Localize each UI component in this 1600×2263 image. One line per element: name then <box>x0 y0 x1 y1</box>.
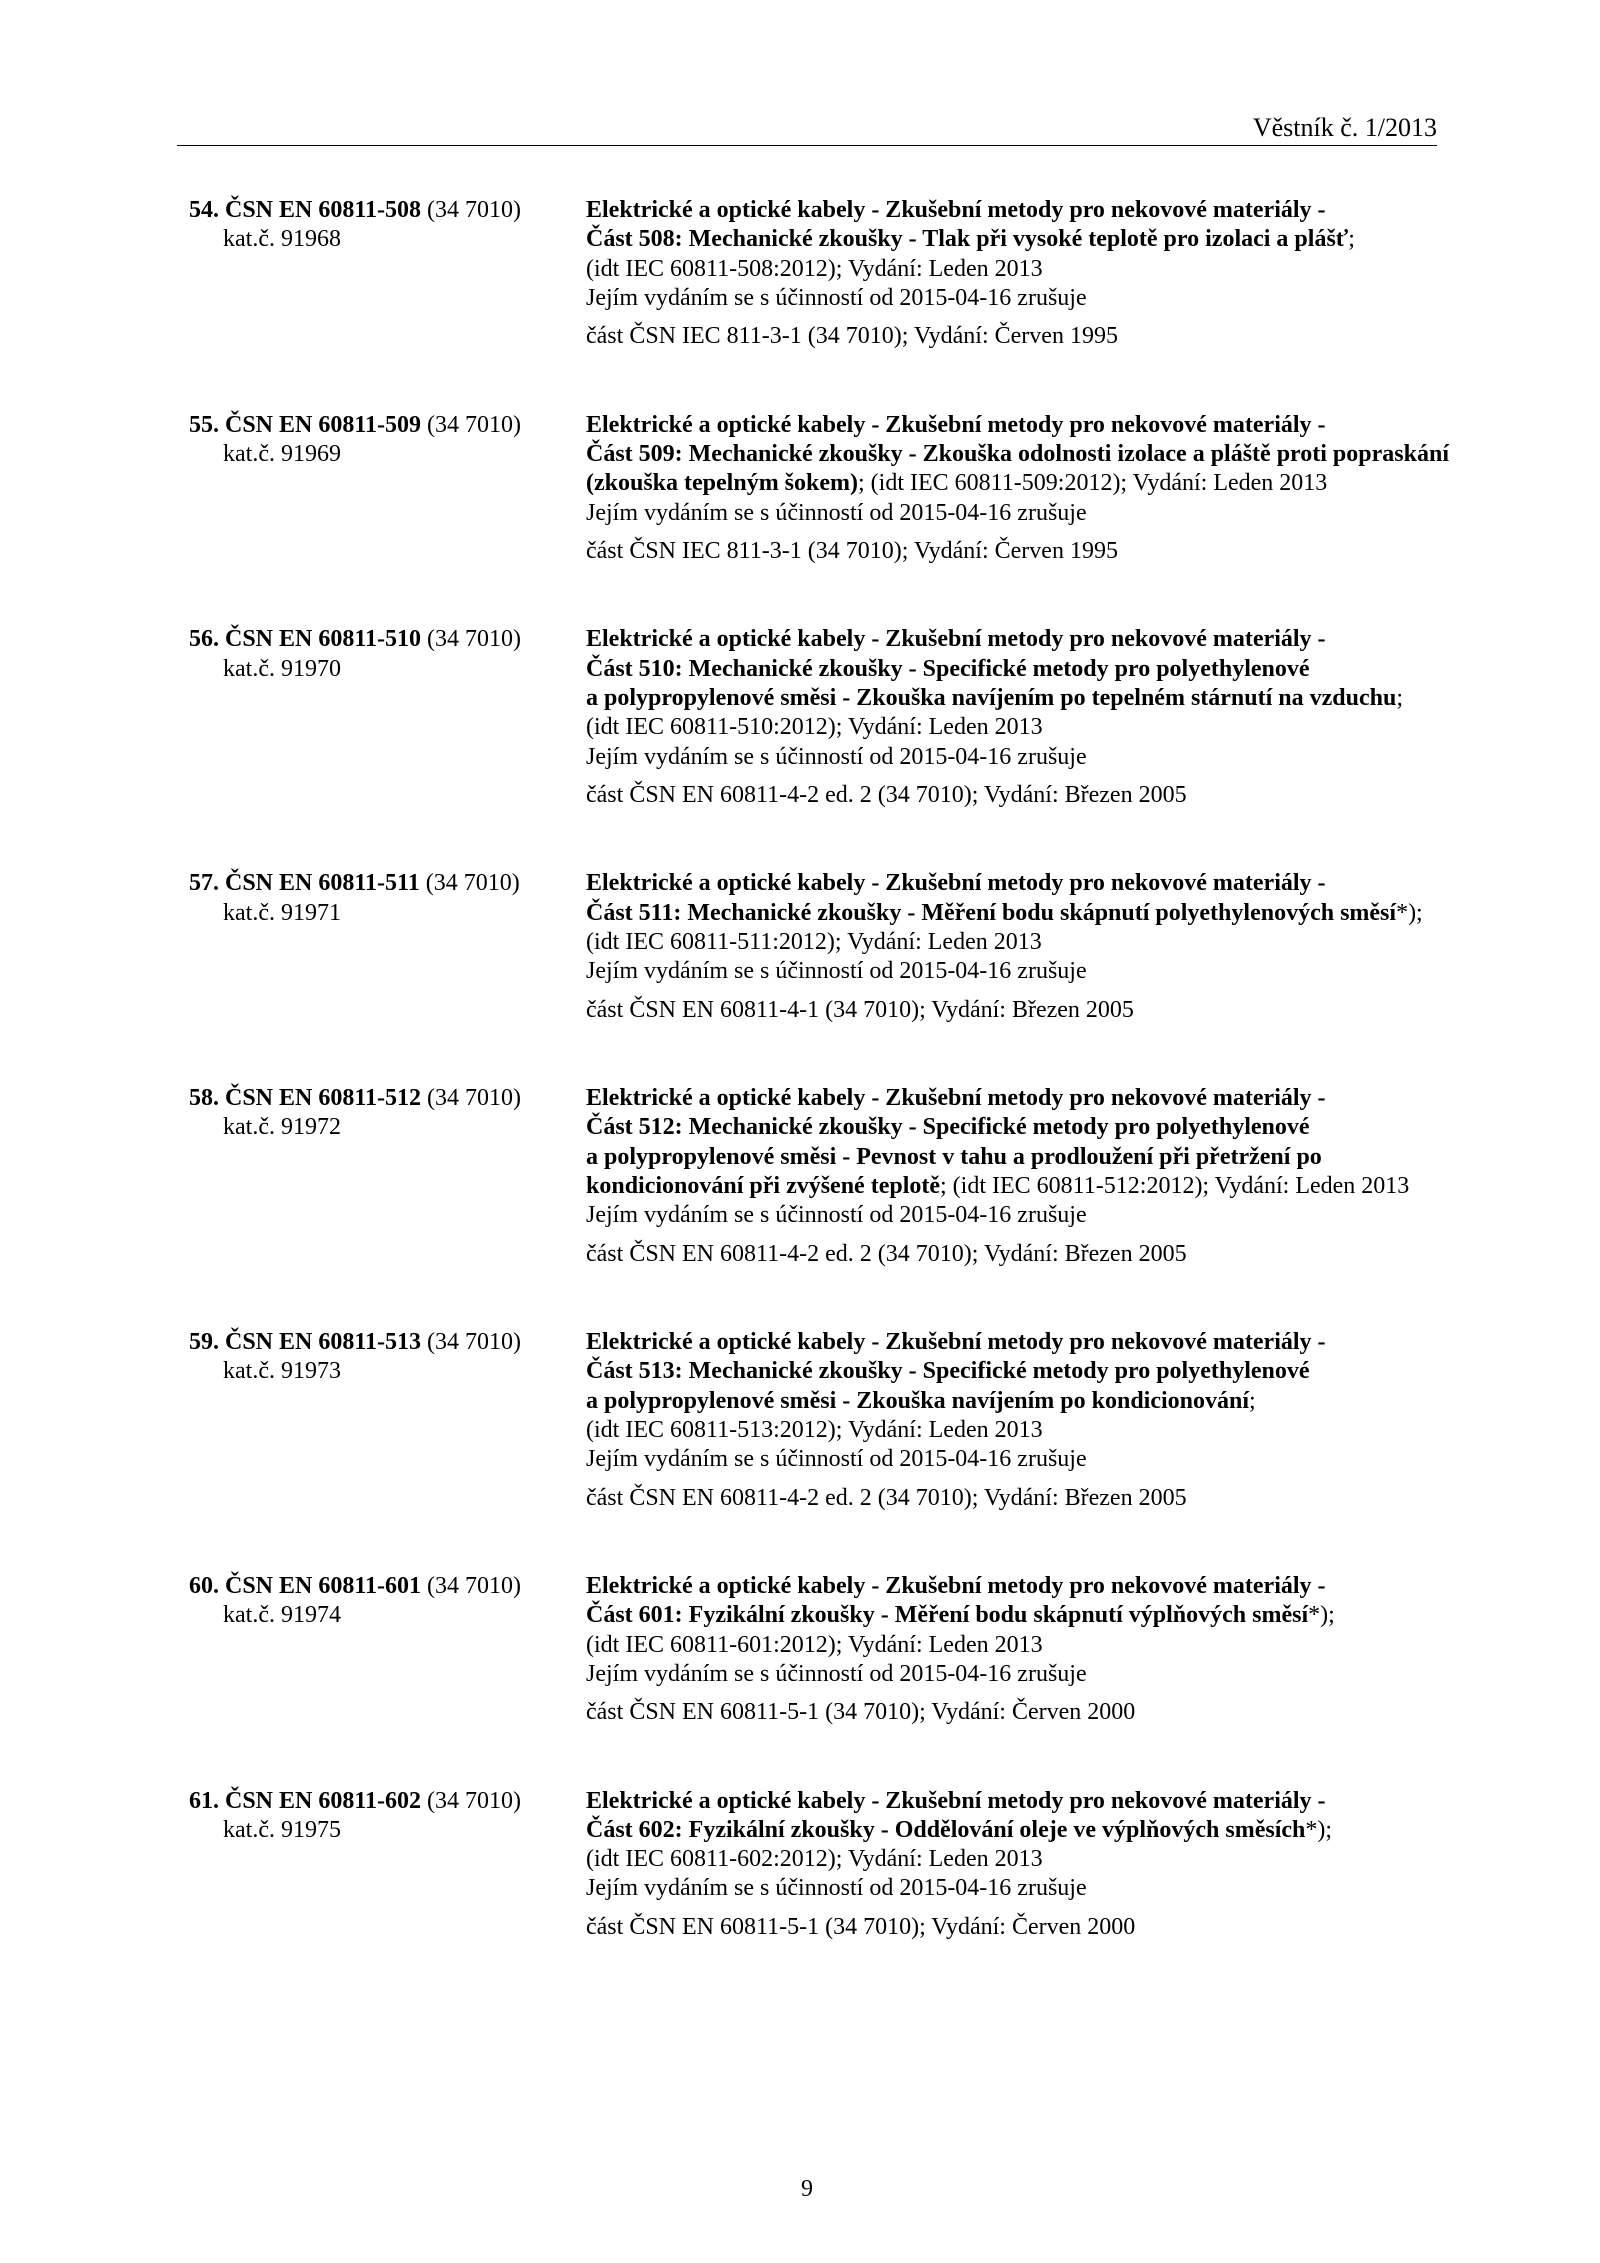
standard-entry <box>189 1572 1479 1728</box>
bulletin-title: Věstník č. 1/2013 <box>1252 113 1437 142</box>
standard-designation: ČSN EN 60811-510 <box>225 626 422 653</box>
body-text: Jejím vydáním se s účinností od 2015-04-16 zrušuje <box>586 743 1087 770</box>
body-text: (idt IEC 60811-602:2012); Vydání: Leden 2013 <box>586 1846 1043 1873</box>
entry-heading <box>189 625 586 810</box>
body-text: *); <box>1305 1816 1333 1843</box>
description-line <box>586 869 1466 898</box>
entry-number: 58. <box>189 1084 219 1111</box>
classification-code: (34 7010) <box>427 411 522 438</box>
body-text: (idt IEC 60811-513:2012); Vydání: Leden 2013 <box>586 1416 1043 1443</box>
catalog-number: kat.č. 91968 <box>223 226 341 253</box>
standard-designation: ČSN EN 60811-508 <box>225 197 422 223</box>
entry-heading-line <box>189 1328 586 1357</box>
description-line <box>586 1631 1466 1660</box>
entry-number: 59. <box>189 1328 219 1355</box>
body-text: (idt IEC 60811-511:2012); Vydání: Leden 2013 <box>586 928 1042 955</box>
title-text: kondicionování při zvýšené teplotě <box>586 1172 941 1199</box>
entry-heading <box>189 1328 586 1513</box>
description-line <box>586 743 1466 772</box>
standard-designation: ČSN EN 60811-601 <box>225 1572 422 1599</box>
description-line <box>586 1787 1466 1816</box>
title-text: a polypropylenové směsi - Pevnost v tahu a prodloužení při přetržení po <box>586 1143 1322 1170</box>
cancelled-standard: část ČSN EN 60811-5-1 (34 7010); Vydání: Červen 2000 <box>586 1914 1136 1941</box>
body-text: ; <box>1396 684 1403 711</box>
entry-heading <box>189 196 586 352</box>
description-line <box>586 284 1466 313</box>
title-text: Část 513: Mechanické zkoušky - Specifické metody pro polyethylenové <box>586 1358 1310 1385</box>
catalog-number: kat.č. 91970 <box>223 655 341 682</box>
catalog-number: kat.č. 91973 <box>223 1358 341 1385</box>
title-text: Elektrické a optické kabely - Zkušební metody pro nekovové materiály - <box>586 1572 1326 1599</box>
description-line <box>586 1387 1466 1416</box>
body-text: Jejím vydáním se s účinností od 2015-04-16 zrušuje <box>586 1875 1087 1902</box>
description-line <box>586 1328 1466 1357</box>
title-text: a polypropylenové směsi - Zkouška navíjením po tepelném stárnutí na vzduchu <box>586 684 1397 711</box>
body-text: ; (idt IEC 60811-512:2012); Vydání: Leden 2013 <box>940 1172 1410 1199</box>
description-line <box>586 1660 1466 1689</box>
page-number: 9 <box>801 2176 813 2202</box>
standard-entry <box>189 1084 1479 1269</box>
body-text: Jejím vydáním se s účinností od 2015-04-16 zrušuje <box>586 958 1087 985</box>
classification-code: (34 7010) <box>427 1787 522 1814</box>
entry-heading-line <box>189 411 586 440</box>
description-line <box>586 713 1466 742</box>
body-text: (idt IEC 60811-510:2012); Vydání: Leden 2013 <box>586 714 1043 741</box>
description-line <box>586 1172 1466 1201</box>
entry-description <box>586 411 1466 567</box>
standard-designation: ČSN EN 60811-602 <box>225 1787 422 1814</box>
description-line <box>586 655 1466 684</box>
entry-heading-line <box>189 1787 586 1816</box>
description-line <box>586 1084 1466 1113</box>
entry-list <box>189 196 1479 2001</box>
description-line <box>586 1357 1466 1386</box>
description-line <box>586 684 1466 713</box>
standard-entry <box>189 196 1479 352</box>
classification-code: (34 7010) <box>427 1572 522 1599</box>
cancelled-standard: část ČSN EN 60811-5-1 (34 7010); Vydání: Červen 2000 <box>586 1699 1136 1726</box>
entry-heading-line <box>189 869 586 898</box>
description-line <box>586 928 1466 957</box>
catalog-number: kat.č. 91975 <box>223 1816 341 1843</box>
title-text: Elektrické a optické kabely - Zkušební metody pro nekovové materiály - <box>586 411 1326 438</box>
body-text: (idt IEC 60811-601:2012); Vydání: Leden 2013 <box>586 1631 1043 1658</box>
description-line <box>586 1416 1466 1445</box>
title-text: Elektrické a optické kabely - Zkušební metody pro nekovové materiály - <box>586 1787 1326 1814</box>
entry-description <box>586 1787 1466 1943</box>
title-text: Část 509: Mechanické zkoušky - Zkouška odolnosti izolace a pláště proti popraskání <box>586 440 1449 467</box>
entry-description <box>586 196 1466 352</box>
entry-heading-line <box>189 625 586 654</box>
standard-entry <box>189 1787 1479 1943</box>
cancelled-standard: část ČSN EN 60811-4-2 ed. 2 (34 7010); Vydání: Březen 2005 <box>586 1240 1187 1267</box>
entry-heading <box>189 411 586 567</box>
entry-number: 57. <box>189 870 219 897</box>
title-text: Elektrické a optické kabely - Zkušební metody pro nekovové materiály - <box>586 1084 1326 1111</box>
entry-heading-line <box>189 1572 586 1601</box>
cancelled-standard: část ČSN EN 60811-4-2 ed. 2 (34 7010); Vydání: Březen 2005 <box>586 782 1187 809</box>
description-line <box>586 499 1466 528</box>
description-line <box>586 225 1466 254</box>
description-line <box>586 1572 1466 1601</box>
entry-description <box>586 1572 1466 1728</box>
description-line <box>586 1845 1466 1874</box>
entry-heading <box>189 1787 586 1943</box>
body-text: ; <box>1249 1387 1256 1414</box>
entry-number: 60. <box>189 1572 219 1599</box>
body-text: Jejím vydáním se s účinností od 2015-04-16 zrušuje <box>586 499 1087 526</box>
description-line <box>586 1445 1466 1474</box>
description-line <box>586 255 1466 284</box>
body-text: Jejím vydáním se s účinností od 2015-04-16 zrušuje <box>586 284 1087 311</box>
description-line <box>586 1874 1466 1903</box>
description-line <box>586 411 1466 440</box>
entry-number: 55. <box>189 411 219 438</box>
description-line <box>586 1143 1466 1172</box>
description-line <box>586 196 1466 225</box>
body-text: *); <box>1308 1602 1335 1629</box>
classification-code: (34 7010) <box>425 870 520 897</box>
entry-description <box>586 625 1466 810</box>
cancelled-standard: část ČSN EN 60811-4-1 (34 7010); Vydání: Březen 2005 <box>586 996 1134 1023</box>
standard-designation: ČSN EN 60811-513 <box>225 1328 422 1355</box>
description-line <box>586 440 1466 469</box>
title-text: Část 508: Mechanické zkoušky - Tlak při vysoké teplotě pro izolaci a plášť <box>586 226 1349 253</box>
entry-number: 61. <box>189 1787 219 1814</box>
title-text: Část 512: Mechanické zkoušky - Specifické metody pro polyethylenové <box>586 1114 1310 1141</box>
standard-designation: ČSN EN 60811-509 <box>225 411 422 438</box>
classification-code: (34 7010) <box>427 1328 522 1355</box>
description-line <box>586 625 1466 654</box>
title-text: a polypropylenové směsi - Zkouška navíjením po kondicionování <box>586 1387 1250 1414</box>
cancelled-standard: část ČSN IEC 811-3-1 (34 7010); Vydání: Červen 1995 <box>586 323 1118 350</box>
description-line <box>586 957 1466 986</box>
catalog-number: kat.č. 91969 <box>223 440 341 467</box>
body-text: Jejím vydáním se s účinností od 2015-04-16 zrušuje <box>586 1660 1087 1687</box>
classification-code: (34 7010) <box>427 1084 522 1111</box>
description-line <box>586 1201 1466 1230</box>
standard-entry <box>189 869 1479 1025</box>
title-text: Část 602: Fyzikální zkoušky - Oddělování oleje ve výplňových směsích <box>586 1816 1306 1843</box>
description-line <box>586 899 1466 928</box>
standard-designation: ČSN EN 60811-512 <box>225 1084 422 1111</box>
title-text: Část 511: Mechanické zkoušky - Měření bodu skápnutí polyethylenových směsí <box>586 899 1397 926</box>
entry-description <box>586 869 1466 1025</box>
standard-entry <box>189 625 1479 810</box>
body-text: Jejím vydáním se s účinností od 2015-04-16 zrušuje <box>586 1446 1087 1473</box>
body-text: Jejím vydáním se s účinností od 2015-04-16 zrušuje <box>586 1202 1087 1229</box>
entry-heading <box>189 1572 586 1728</box>
cancelled-standard: část ČSN IEC 811-3-1 (34 7010); Vydání: Červen 1995 <box>586 538 1118 565</box>
entry-heading-line <box>189 1084 586 1113</box>
classification-code: (34 7010) <box>427 197 522 223</box>
catalog-number: kat.č. 91974 <box>223 1602 341 1629</box>
catalog-number: kat.č. 91971 <box>223 899 341 926</box>
entry-number: 54. <box>189 197 219 223</box>
header-rule <box>177 145 1437 146</box>
cancelled-standard: část ČSN EN 60811-4-2 ed. 2 (34 7010); Vydání: Březen 2005 <box>586 1484 1187 1511</box>
description-line <box>586 469 1466 498</box>
body-text: (idt IEC 60811-508:2012); Vydání: Leden 2013 <box>586 255 1043 282</box>
description-line <box>586 1601 1466 1630</box>
body-text: *); <box>1396 899 1423 926</box>
title-text: Část 601: Fyzikální zkoušky - Měření bodu skápnutí výplňových směsí <box>586 1602 1309 1629</box>
title-text: Elektrické a optické kabely - Zkušební metody pro nekovové materiály - <box>586 1328 1326 1355</box>
body-text: ; (idt IEC 60811-509:2012); Vydání: Leden 2013 <box>858 470 1328 497</box>
title-text: Elektrické a optické kabely - Zkušební metody pro nekovové materiály - <box>586 626 1326 653</box>
classification-code: (34 7010) <box>427 626 522 653</box>
entry-heading <box>189 869 586 1025</box>
title-text: Elektrické a optické kabely - Zkušební metody pro nekovové materiály - <box>586 197 1326 223</box>
description-line <box>586 1113 1466 1142</box>
standard-entry <box>189 411 1479 567</box>
title-text: Část 510: Mechanické zkoušky - Specifické metody pro polyethylenové <box>586 655 1310 682</box>
standard-entry <box>189 1328 1479 1513</box>
title-text: (zkouška tepelným šokem) <box>586 470 859 497</box>
standard-designation: ČSN EN 60811-511 <box>225 870 420 897</box>
entry-description <box>586 1084 1466 1269</box>
title-text: Elektrické a optické kabely - Zkušební metody pro nekovové materiály - <box>586 870 1326 897</box>
entry-heading-line <box>189 196 586 225</box>
description-line <box>586 1816 1466 1845</box>
body-text: ; <box>1348 226 1355 253</box>
entry-heading <box>189 1084 586 1269</box>
catalog-number: kat.č. 91972 <box>223 1114 341 1141</box>
entry-number: 56. <box>189 626 219 653</box>
entry-description <box>586 1328 1466 1513</box>
